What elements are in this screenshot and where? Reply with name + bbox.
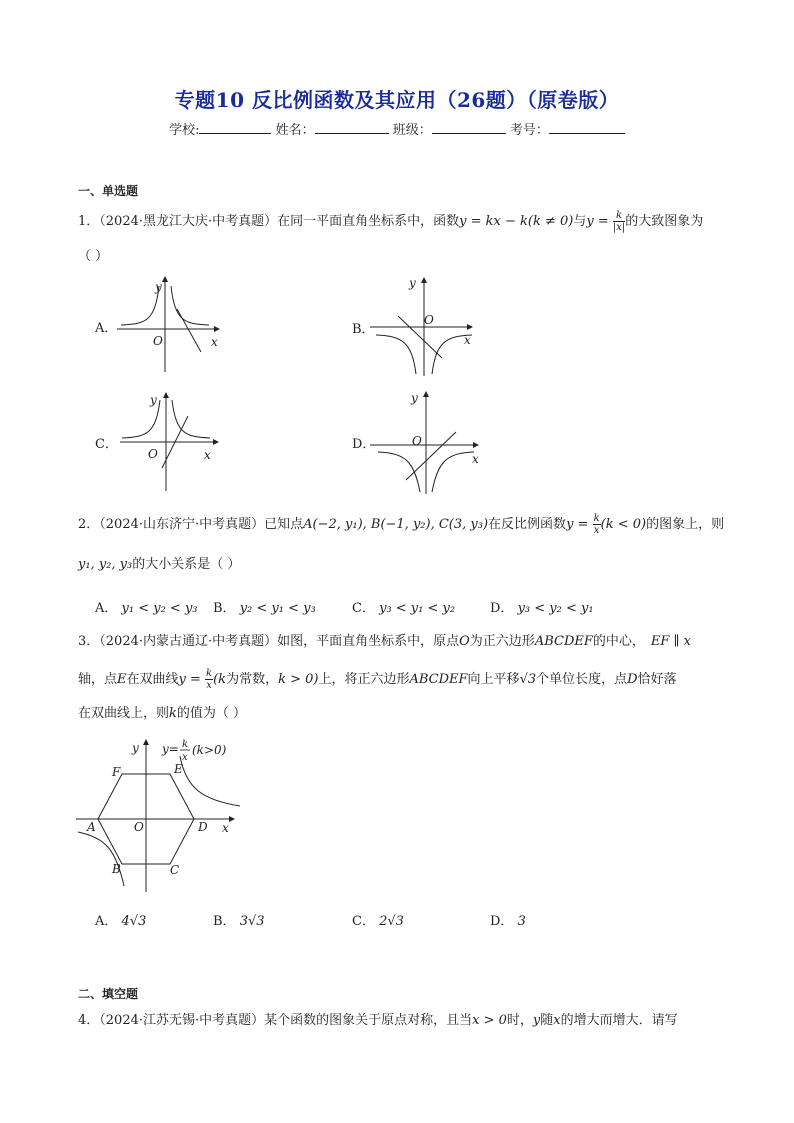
q2-fraction xyxy=(593,513,601,536)
point-a-label: A xyxy=(87,820,96,834)
x-label: x xyxy=(472,452,479,466)
q3-option-b-label: B． xyxy=(213,914,236,929)
origin-label: O xyxy=(134,820,144,834)
class-blank xyxy=(432,121,506,134)
question-4-stem xyxy=(78,1010,738,1032)
origin-label: O xyxy=(424,313,434,327)
q2-option-a-label: A． xyxy=(95,601,118,616)
q3-d: D xyxy=(627,672,638,687)
q3-line2-f: 个单位长度，点 xyxy=(536,672,628,687)
y-label: y xyxy=(150,393,157,407)
origin-label: O xyxy=(412,434,422,448)
question-3-line-2 xyxy=(78,668,738,691)
q3-fraction xyxy=(205,668,213,691)
q1-graph-c xyxy=(118,388,228,493)
q3-option-b xyxy=(213,910,265,929)
q2-option-c xyxy=(352,597,455,616)
q4-suffix: 的增大而增大．请写 xyxy=(560,1013,678,1028)
q3-option-a-text: 4√3 xyxy=(121,914,147,929)
student-info-line xyxy=(0,119,794,138)
q1-prefix: 1．（2024·黑龙江大庆·中考真题）在同一平面直角坐标系中，函数 xyxy=(78,214,460,229)
q2-option-c-text: y₃ < y₁ < y₂ xyxy=(379,601,456,616)
q3-line2-b: 在双曲线 xyxy=(126,672,179,687)
question-2-stem xyxy=(78,513,728,536)
question-3-line-1 xyxy=(78,631,738,653)
q3-line2-d: 上，将正六边形 xyxy=(318,672,410,687)
q2-option-b-label: B． xyxy=(213,601,236,616)
q4-mid: 时， xyxy=(506,1013,533,1028)
name-label: 姓名： xyxy=(275,123,315,138)
q3-line2-a: 轴，点 xyxy=(78,672,118,687)
q2-option-a xyxy=(95,597,198,616)
q1-fraction xyxy=(613,210,625,233)
line xyxy=(177,309,201,352)
q2-frac-den: x xyxy=(593,525,600,536)
q2-suffix: 的图象上，则 xyxy=(646,517,725,532)
q2-option-d-label: D． xyxy=(490,601,514,616)
func-num: k xyxy=(182,739,189,750)
question-3-line-3 xyxy=(78,703,246,725)
hyperbola-right-branch xyxy=(180,756,240,806)
q3-option-d xyxy=(490,910,526,929)
line xyxy=(398,316,442,358)
q3-e: E xyxy=(117,672,127,687)
q3-frac-num: k xyxy=(206,668,213,679)
q3-line3-b: 的值为（ ） xyxy=(176,706,247,721)
q1-mid: 与 xyxy=(573,214,587,229)
hyperbola-right-branch xyxy=(171,286,209,325)
y-label: y xyxy=(409,276,416,290)
name-blank xyxy=(315,121,389,134)
x-label: x xyxy=(211,335,218,349)
q3-sqrt3: √3 xyxy=(519,672,537,687)
q2-line2-text: 的大小关系是（ ） xyxy=(132,557,241,572)
class-label: 班级： xyxy=(392,123,432,138)
q4-x: x xyxy=(553,1013,561,1028)
q2-frac-num: k xyxy=(593,513,600,524)
q2-option-b-text: y₂ < y₁ < y₃ xyxy=(239,601,316,616)
q3-frac-den: x xyxy=(206,680,212,691)
q1-option-b-label: B． xyxy=(352,322,375,337)
point-f-label: F xyxy=(112,765,121,779)
y-label: y xyxy=(132,741,139,755)
q1-suffix: 的大致图象为 xyxy=(625,214,704,229)
q1-option-d-label: D． xyxy=(352,437,376,452)
origin-label: O xyxy=(153,334,163,348)
y-label: y xyxy=(155,280,162,294)
hyperbola-left-branch xyxy=(78,832,124,886)
q4-condition: x > 0 xyxy=(472,1013,507,1028)
q2-option-d xyxy=(490,597,594,616)
q3-line1-c: 的中心， xyxy=(592,634,645,649)
q2-mid: 在反比例函数 xyxy=(488,517,567,532)
origin-label: O xyxy=(148,447,158,461)
point-d-label: D xyxy=(198,820,208,834)
q1-formula-2-lhs: y = xyxy=(586,214,609,229)
question-2-line-2 xyxy=(78,554,240,576)
q3-option-c xyxy=(352,910,404,929)
q1-graph-b xyxy=(368,272,478,380)
q3-line2-c: 为常数， xyxy=(226,672,279,687)
q3-hexagon-figure xyxy=(72,736,252,894)
q1-graph-d xyxy=(368,388,482,498)
q2-option-c-label: C． xyxy=(352,601,375,616)
x-label: x xyxy=(464,333,471,347)
q1-answer-paren: （ ） xyxy=(78,249,109,264)
q1-frac-num: k xyxy=(613,210,625,222)
q1-option-a-label: A． xyxy=(95,321,118,336)
q3-option-b-text: 3√3 xyxy=(239,914,265,929)
q2-formula-lhs: y = xyxy=(566,517,589,532)
point-b-label: B xyxy=(112,862,121,876)
hyperbola-right-branch xyxy=(432,452,474,492)
school-blank xyxy=(199,121,271,134)
q3-line1-a: 3．（2024·内蒙古通辽·中考真题）如图，平面直角坐标系中，原点 xyxy=(78,634,460,649)
q3-line2-g: 恰好落 xyxy=(637,672,677,687)
q3-hexagon-name-2: ABCDEF xyxy=(409,672,468,687)
q3-formula-lhs: y = xyxy=(178,672,201,687)
q3-o: O xyxy=(459,634,470,649)
q3-k: k xyxy=(169,706,177,721)
q4-mid2: 随 xyxy=(540,1013,554,1028)
section-single-choice: 一、单选题 xyxy=(78,184,139,198)
q2-prefix: 2．（2024·山东济宁·中考真题）已知点 xyxy=(78,517,304,532)
q2-vars: y₁, y₂, y₃ xyxy=(78,557,133,572)
func-label: y= xyxy=(162,742,179,756)
q1-frac-den: |x| xyxy=(612,222,626,233)
q1-option-c-label: C． xyxy=(95,437,118,452)
q3-cond-a: (k xyxy=(213,672,227,687)
x-label: x xyxy=(222,821,229,835)
hyperbola-left-branch xyxy=(376,335,416,374)
q3-option-c-label: C． xyxy=(352,914,375,929)
x-label: x xyxy=(204,448,211,462)
hyperbola-left-branch xyxy=(121,286,159,325)
hyperbola-right-branch xyxy=(172,400,210,438)
exam-no-label: 考号： xyxy=(509,123,549,138)
func-den: x xyxy=(182,752,188,763)
q3-option-d-text: 3 xyxy=(517,914,526,929)
q4-y: y xyxy=(532,1013,541,1028)
q1-graph-a xyxy=(115,272,225,374)
school-label: 学校: xyxy=(169,123,200,138)
point-c-label: C xyxy=(170,863,180,877)
q3-option-d-label: D． xyxy=(490,914,514,929)
q3-line3-a: 在双曲线上，则 xyxy=(78,706,170,721)
q2-option-d-text: y₃ < y₂ < y₁ xyxy=(517,601,594,616)
question-1-stem xyxy=(78,210,728,233)
section-fill-blank: 二、填空题 xyxy=(78,987,139,1001)
q3-option-a-label: A． xyxy=(95,914,118,929)
func-cond: (k>0) xyxy=(192,743,227,757)
q4-prefix: 4．（2024·江苏无锡·中考真题）某个函数的图象关于原点对称，且当 xyxy=(78,1013,473,1028)
q1-formula-1: y = kx − k(k ≠ 0) xyxy=(459,214,574,229)
q3-line1-b: 为正六边形 xyxy=(469,634,535,649)
exam-no-blank xyxy=(549,121,625,134)
q3-option-c-text: 2√3 xyxy=(379,914,404,929)
page-title: 专题10 反比例函数及其应用（26题）（原卷版） xyxy=(174,88,620,112)
y-label: y xyxy=(411,391,418,405)
q3-ef-parallel: EF ∥ x xyxy=(650,634,692,649)
q3-cond-b: k > 0) xyxy=(278,672,319,687)
q2-option-b xyxy=(213,597,316,616)
q3-hexagon-name: ABCDEF xyxy=(534,634,593,649)
q2-option-a-text: y₁ < y₂ < y₃ xyxy=(121,601,198,616)
q3-option-a xyxy=(95,910,146,929)
q2-condition: (k < 0) xyxy=(600,517,647,532)
q2-points: A(−2, y₁), B(−1, y₂), C(3, y₃) xyxy=(303,517,489,532)
point-e-label: E xyxy=(174,762,183,776)
q3-line2-e: 向上平移 xyxy=(467,672,520,687)
